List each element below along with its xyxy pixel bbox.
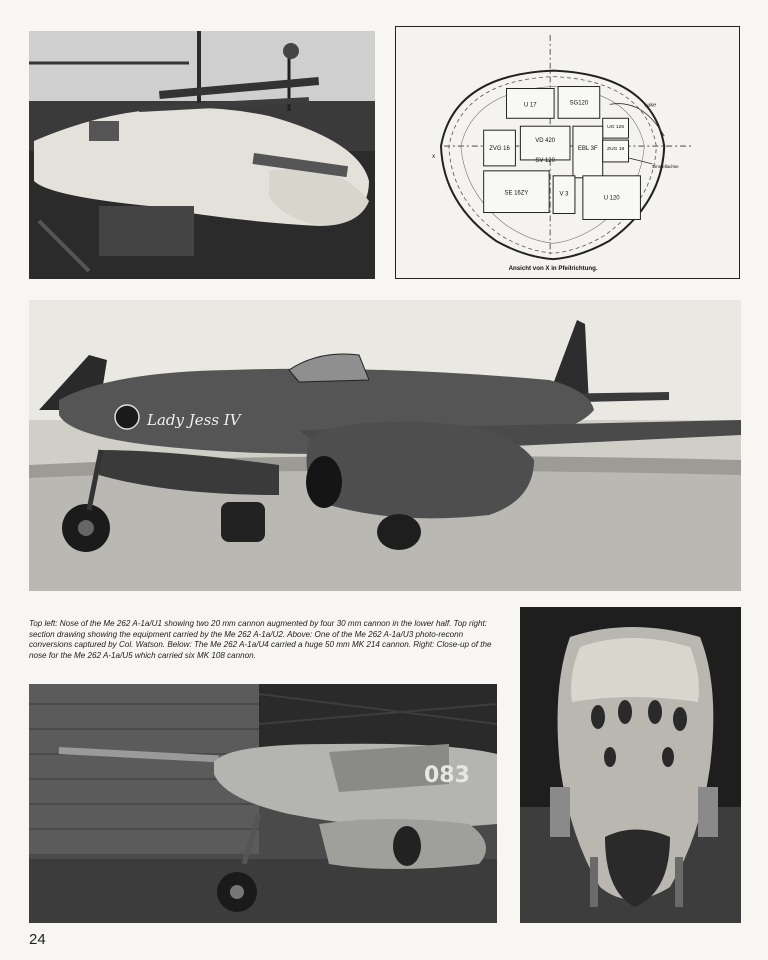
drawing-box-label: SE 16ZY (504, 190, 529, 197)
section-drawing-u2 (395, 26, 740, 279)
drawing-box-label: SG120 (569, 100, 589, 107)
luke-label: Luke (644, 102, 657, 109)
tail-number-text: 083 (424, 763, 470, 788)
photo-lady-jess-u3 (29, 300, 741, 591)
drawing-box-label: EBL 3F (578, 146, 598, 153)
x-axis-label: x (432, 153, 436, 160)
photo-mk214-u4 (29, 684, 497, 923)
drawing-box-label: UG 126 (607, 125, 625, 131)
drawing-box-label: ZUG 18 (606, 147, 625, 153)
view-caption: Ansicht von X in Pfeilrichtung. (508, 265, 598, 273)
drawing-box-label: VD 420 (535, 138, 556, 145)
einstellachse-label: Einstellachse (652, 163, 679, 169)
photo-caption: Top left: Nose of the Me 262 A-1a/U1 showing two 20 mm cannon augmented by four 30 mm cannon in the lower half. Top right: section drawing showing the equipment carried by the Me 262 A-1a/U2. Above: One of the Me 262 A-1a/U3 photo-reconn conversions captured by Col. Watson. Below: The Me 262 A-1a/U4 carried a huge 50 mm MK 214 cannon. Right: Close-up of the nose for the Me 262 A-1a/U5 which carried six MK 108 cannon. (29, 619, 492, 660)
photo-nose-u5 (520, 607, 741, 923)
drawing-box-label: U 17 (524, 102, 537, 109)
nose-art-text: Lady Jess IV (147, 411, 241, 429)
drawing-box-label: V 3 (559, 191, 569, 198)
drawing-box-label: ZVG 16 (489, 146, 510, 153)
drawing-box-label: U 120 (603, 195, 620, 202)
drawing-box-label: SV 120 (535, 157, 555, 164)
photo-nose-u1 (29, 31, 375, 279)
page-number: 24 (29, 931, 46, 948)
